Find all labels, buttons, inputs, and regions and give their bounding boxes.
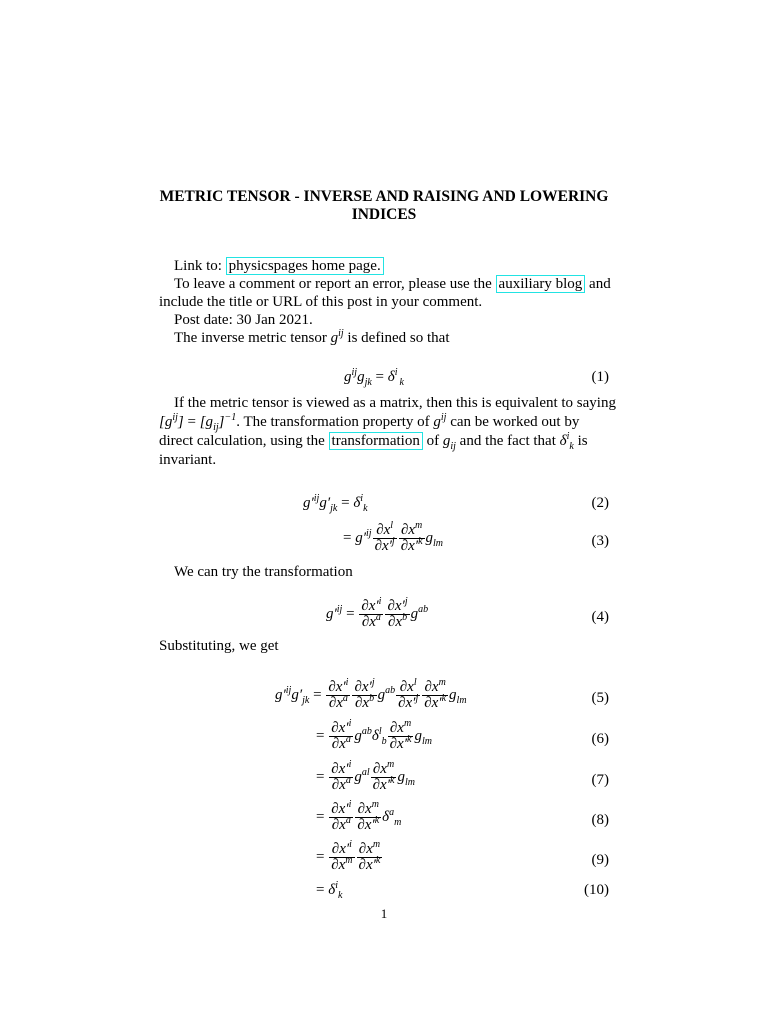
equation-number: (10) <box>584 882 609 898</box>
home-page-link[interactable]: physicspages home page. <box>226 257 384 275</box>
paragraph-2-line-1: If the metric tensor is viewed as a matrix, then this is equivalent to saying <box>174 395 616 411</box>
equation-number: (2) <box>591 495 609 511</box>
paragraph-2-line-2: $[g^{ij}] = [g_{ij}]^{-1}$. The transformation property of $g^{ij}$ can be worked out by <box>159 412 580 433</box>
equation-number: (7) <box>591 772 609 788</box>
equation-number: (6) <box>591 731 609 747</box>
substituting-text: Substituting, we get <box>159 638 279 654</box>
intro-text: The inverse metric tensor $g^{ij}$ is defined so that <box>174 328 450 346</box>
comment-line-2: include the title or URL of this post in your comment. <box>159 294 483 310</box>
paper-page: METRIC TENSOR - INVERSE AND RAISING AND LOWERING INDICES Link to: physicspages home page. To leave a comment or report an error, please use the auxiliary blog and include the title or URL of this post in your comment. Post date: 30 Jan 2021. The inverse metric tensor $g^{ij}$ is defined so that $g^{ij}g_{jk} = \delta^i_k$ (1) If the metric tensor is viewed as a matrix, then this is equivalent to saying $[g^{ij}] = [g_{ij}]^{-1}$. The transformation property of $g^{ij}$ can be worked out by direct calculation, using the transformation of $g_{ij}$ and the fact that $\delta^i_k$ is invariant. $g'^{ij}g'_{jk} = \delta^i_k$ (2) = $g'^{ij}$ $\frac{\partial x^l}{\partial x'^j}$ $\frac{\partial x^m}{\partial x'^k}$ $g_{lm}$ (3) We can try the transformation $g'^{ij}$ = $\frac{\partial x'^i}{\partial x^a}$ $\frac{\partial x'^j}{\partial x^b}$ $g^{ab}$ (4) Substituting, we get $g'^{ij}g'_{jk}$ = $\frac{\partial x'^i}{\partial x^a}$ $\frac{\partial x'^j}{\partial x^b}$ $g^{ab}$ $\frac{\partial x^l}{\partial x'^j}$ $\frac{\partial x^m}{\partial x'^k}$ $g_{lm}$ (5) = $\frac{\partial x'^i}{\partial x^a}$ $g^{ab}\delta^l_b$ $\frac{\partial x^m}{\partial x'^k}$ $g_{lm}$ (6) = $\frac{\partial x'^i}{\partial x^a}$ $g^{al}$ $\frac{\partial x^m}{\partial x'^k}$ $g_{lm}$ (7) = $\frac{\partial x'^i}{\partial x^a}$ $\frac{\partial x^m}{\partial x'^k}$ $\delta^a_m$ (8) = $\frac{\partial x'^i}{\partial x^m}$ $\frac{\partial x^m}{\partial x'^k}$ (9) = $\delta^i_k$ (10) 1 <box>0 0 768 1024</box>
paper-title: METRIC TENSOR - INVERSE AND RAISING AND LOWERING INDICES <box>159 188 609 223</box>
transformation-link[interactable]: transformation <box>329 432 423 450</box>
equation-number: (9) <box>591 852 609 868</box>
equation-number: (4) <box>591 609 609 625</box>
paragraph-2-line-4: invariant. <box>159 452 217 468</box>
home-link-line: Link to: physicspages home page. <box>174 257 384 275</box>
equation-number: (5) <box>591 690 609 706</box>
comment-line: To leave a comment or report an error, please use the auxiliary blog and <box>174 276 611 292</box>
try-text: We can try the transformation <box>174 564 353 580</box>
equation-number: (1) <box>591 369 609 385</box>
page-number: 1 <box>380 906 388 921</box>
post-date: Post date: 30 Jan 2021. <box>174 312 313 328</box>
equation-number: (3) <box>591 533 609 549</box>
auxiliary-blog-link[interactable]: auxiliary blog <box>496 275 586 293</box>
equation-number: (8) <box>591 812 609 828</box>
paragraph-2-line-3: direct calculation, using the transformation of $g_{ij}$ and the fact that $\delta^i_k$ is <box>159 431 588 452</box>
